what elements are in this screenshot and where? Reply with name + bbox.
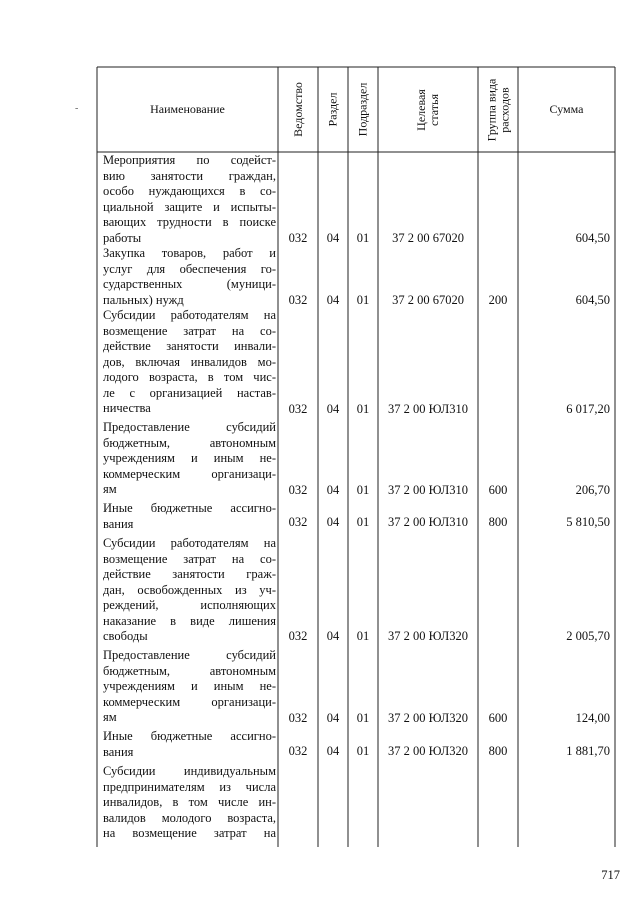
row-5-name: [103, 536, 276, 645]
row-1-celevaya: 37 2 00 67020: [392, 293, 464, 307]
header-vedomstvo: [278, 67, 318, 152]
row-6-line-4: ям: [103, 710, 117, 724]
row-2-line-5: ле с организацией настав-: [103, 385, 276, 400]
row-1-gruppa: 200: [488, 293, 508, 307]
row-6-line-3: коммерческим организаци-: [103, 694, 276, 709]
row-5-celevaya: 37 2 00 ЮЛ320: [387, 629, 469, 643]
header-name: Наименование: [150, 102, 225, 116]
row-4-razdel: 04: [326, 515, 340, 529]
page-number: 717: [601, 868, 620, 882]
row-5-line-0: Субсидии работодателям на: [103, 536, 276, 550]
row-0-line-0: Мероприятия по содейст-: [103, 153, 276, 167]
row-0-line-1: вию занятости граждан,: [103, 168, 276, 183]
row-1-summa: 604,50: [575, 293, 610, 307]
row-3-line-2: учреждениям и иным не-: [103, 451, 276, 465]
row-0-razdel: 04: [326, 231, 340, 245]
row-7-ved: 032: [288, 744, 308, 758]
row-3-podrazdel: 01: [356, 483, 370, 497]
row-0-line-4: вающих трудности в поиске: [103, 215, 276, 229]
row-0-line-5: работы: [103, 230, 142, 245]
row-6-line-2: учреждениям и иным не-: [103, 679, 276, 693]
header-razdel: [318, 67, 348, 152]
row-4-line-0: Иные бюджетные ассигно-: [103, 501, 276, 515]
row-6-name: [103, 648, 276, 726]
row-7-gruppa: 800: [488, 744, 508, 758]
row-4-podrazdel: 01: [356, 515, 370, 529]
row-1-name: [103, 246, 276, 308]
row-7-name: [103, 729, 276, 760]
row-5-razdel: 04: [326, 629, 340, 643]
row-1-line-2: сударственных (муници-: [103, 277, 276, 291]
row-4-line-1: вания: [103, 516, 134, 531]
row-7-line-1: вания: [103, 744, 134, 759]
row-3-name: [103, 420, 276, 498]
row-4-gruppa: 800: [488, 515, 508, 529]
row-5-line-1: возмещение затрат на со-: [103, 551, 276, 566]
row-3-razdel: 04: [326, 483, 340, 497]
row-2-name: [103, 308, 276, 417]
row-0-line-3: циальной защите и испыты-: [103, 199, 276, 214]
header-razdel-text: Раздел: [325, 92, 340, 127]
row-3-ved: 032: [288, 483, 308, 497]
row-8-line-0: Субсидии индивидуальным: [103, 764, 276, 778]
row-3-gruppa: 600: [488, 483, 508, 497]
row-6-ved: 032: [288, 711, 308, 725]
row-6-line-1: бюджетным, автономным: [103, 663, 276, 678]
header-podrazdel-text: Подраздел: [355, 82, 370, 137]
row-5-line-2: действие занятости граж-: [103, 567, 276, 581]
row-1-ved: 032: [288, 293, 308, 307]
row-7-podrazdel: 01: [356, 744, 370, 758]
row-2-line-2: действие занятости инвали-: [103, 339, 276, 353]
row-2-line-3: дов, включая инвалидов мо-: [103, 354, 276, 369]
row-1-line-3: пальных) нужд: [103, 292, 184, 307]
row-8-name: [103, 764, 276, 842]
row-0-name: [103, 153, 276, 246]
row-6-razdel: 04: [326, 711, 340, 725]
row-8-line-1: предпринимателям из числа: [103, 779, 276, 794]
row-6-podrazdel: 01: [356, 711, 370, 725]
row-1-line-0: Закупка товаров, работ и: [103, 246, 276, 260]
row-2-razdel: 04: [326, 402, 340, 416]
row-4-summa: 5 810,50: [566, 515, 610, 529]
row-7-celevaya: 37 2 00 ЮЛ320: [387, 744, 469, 758]
row-7-line-0: Иные бюджетные ассигно-: [103, 729, 276, 743]
header-celevaya: [378, 67, 478, 152]
row-4-celevaya: 37 2 00 ЮЛ310: [387, 515, 469, 529]
header-gruppa-line2: расходов: [497, 86, 511, 133]
row-4-name: [103, 501, 276, 532]
row-1-razdel: 04: [326, 293, 340, 307]
row-3-line-3: коммерческим организаци-: [103, 466, 276, 481]
row-7-summa: 1 881,70: [566, 744, 610, 758]
margin-mark: -: [75, 103, 79, 114]
row-6-gruppa: 600: [488, 711, 508, 725]
row-2-podrazdel: 01: [356, 402, 370, 416]
row-5-summa: 2 005,70: [566, 629, 610, 643]
header-celevaya-line2: статья: [426, 93, 441, 126]
header-summa: Сумма: [549, 102, 584, 116]
row-0-line-2: особо нуждающихся в со-: [103, 184, 276, 198]
row-2-line-6: ничества: [103, 401, 151, 415]
row-0-ved: 032: [288, 231, 308, 245]
row-2-celevaya: 37 2 00 ЮЛ310: [387, 402, 469, 416]
row-3-summa: 206,70: [575, 483, 610, 497]
row-8-line-2: инвалидов, в том числе ин-: [103, 795, 276, 809]
row-0-celevaya: 37 2 00 67020: [392, 231, 464, 245]
row-5-line-6: свободы: [103, 629, 148, 643]
row-5-line-5: наказание в виде лишения: [103, 613, 276, 628]
row-2-summa: 6 017,20: [566, 402, 610, 416]
row-3-line-1: бюджетным, автономным: [103, 435, 276, 450]
row-2-ved: 032: [288, 402, 308, 416]
header-vedomstvo-text: Ведомство: [290, 82, 305, 137]
header-celevaya-text: [415, 89, 441, 131]
row-0-podrazdel: 01: [356, 231, 370, 245]
row-3-line-0: Предоставление субсидий: [103, 420, 276, 434]
header-celevaya-line1: Целевая: [413, 88, 428, 131]
row-5-line-4: реждений, исполняющих: [103, 598, 276, 612]
header-gruppa-line1: Группа вида: [484, 78, 498, 141]
row-6-line-0: Предоставление субсидий: [103, 648, 276, 662]
row-0-summa: 604,50: [575, 231, 610, 245]
row-2-line-1: возмещение затрат на со-: [103, 323, 276, 338]
header-gruppa: [478, 67, 518, 152]
row-5-podrazdel: 01: [356, 629, 370, 643]
row-3-celevaya: 37 2 00 ЮЛ310: [387, 483, 469, 497]
row-1-podrazdel: 01: [356, 293, 370, 307]
row-6-celevaya: 37 2 00 ЮЛ320: [387, 711, 469, 725]
row-8-line-4: на возмещение затрат на: [103, 826, 276, 840]
row-6-summa: 124,00: [575, 711, 610, 725]
header-gruppa-text: [485, 78, 511, 141]
row-3-line-4: ям: [103, 482, 117, 496]
row-1-line-1: услуг для обеспечения го-: [103, 261, 276, 276]
row-2-line-0: Субсидии работодателям на: [103, 308, 276, 322]
row-7-razdel: 04: [326, 744, 340, 758]
header-podrazdel: [348, 67, 378, 152]
row-5-line-3: дан, освобожденных из уч-: [103, 582, 276, 597]
row-5-ved: 032: [288, 629, 308, 643]
row-2-line-4: лодого возраста, в том чис-: [103, 370, 276, 384]
row-8-line-3: валидов молодого возраста,: [103, 810, 276, 825]
row-4-ved: 032: [288, 515, 308, 529]
